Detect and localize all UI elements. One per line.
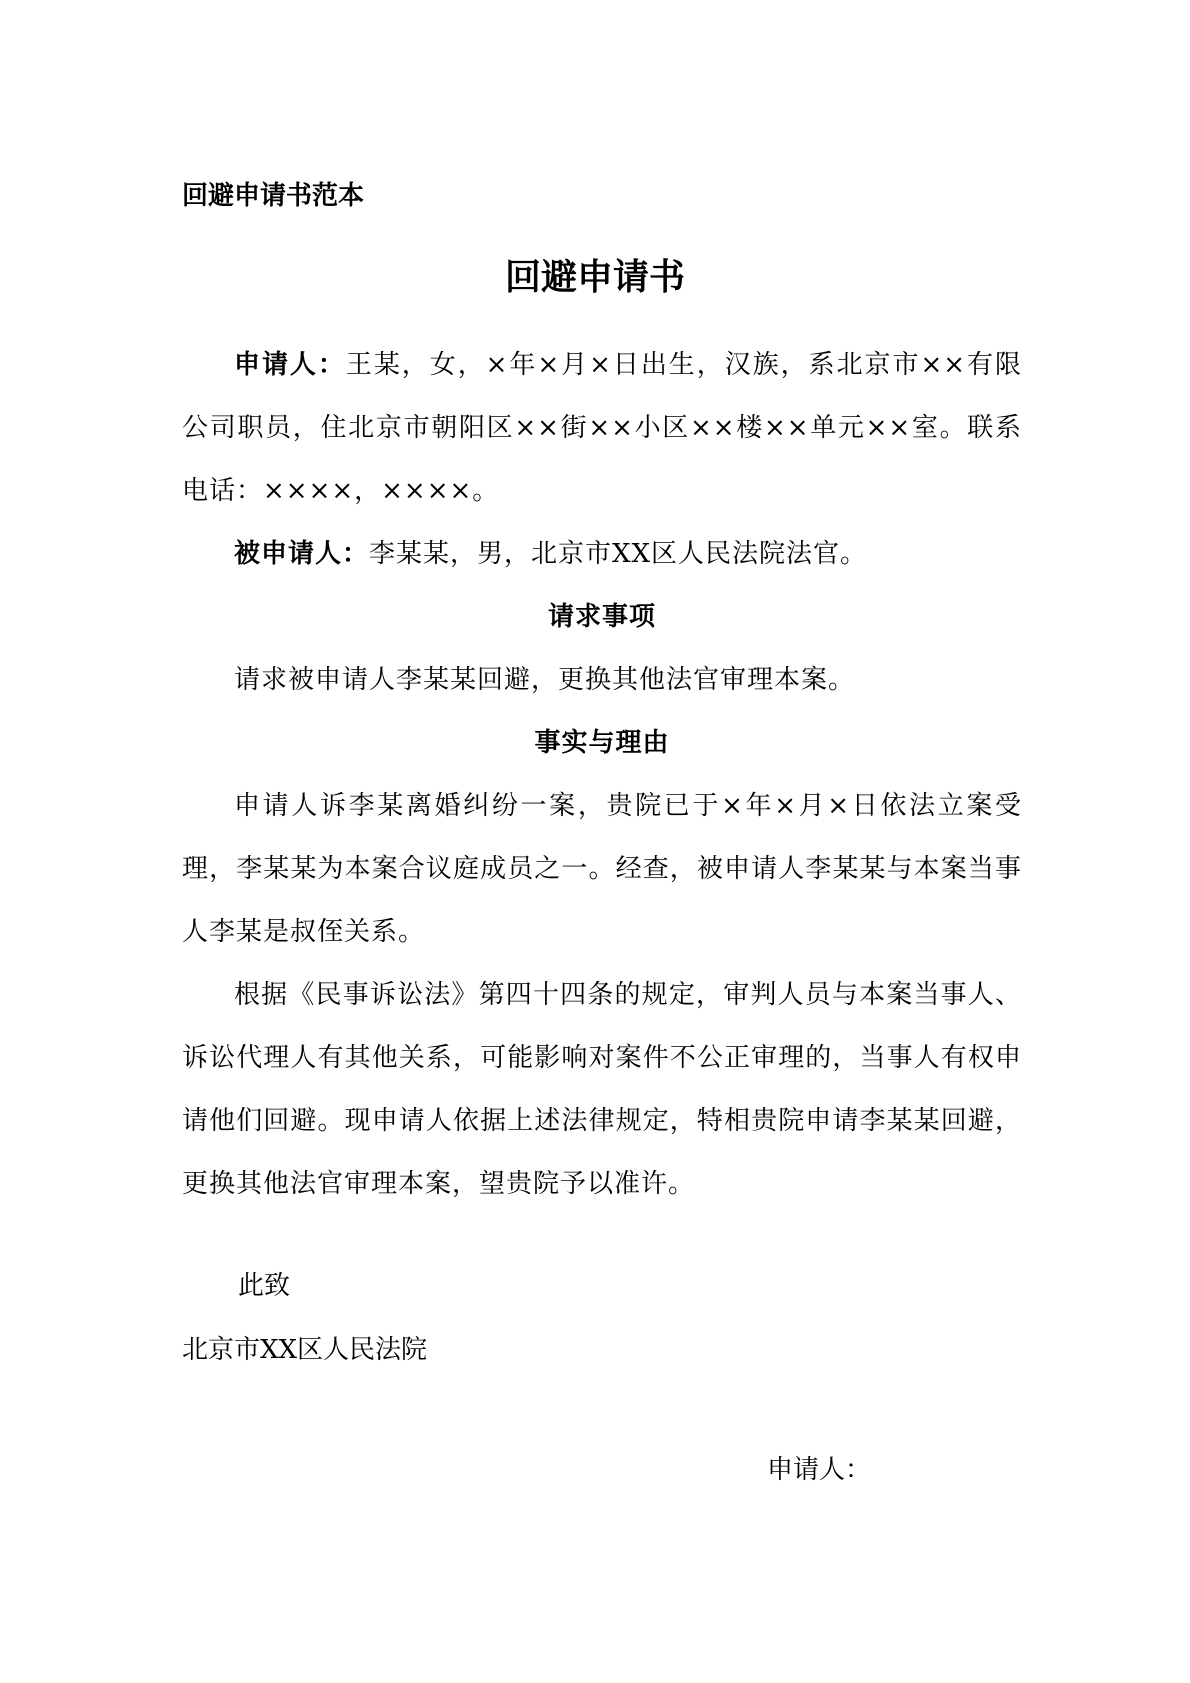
respondent-label: 被申请人： [234, 539, 370, 569]
document-body [182, 334, 1022, 1216]
document-title: 回避申请书 [504, 256, 685, 298]
applicant-paragraph [182, 334, 1022, 523]
closing-greeting: 此致 [238, 1271, 291, 1301]
closing-recipient: 北京市XX区人民法院 [182, 1335, 428, 1365]
request-paragraph: 请求被申请人李某某回避，更换其他法官审理本案。 [234, 665, 856, 695]
respondent-text: 李某某，男，北京市XX区人民法院法官。 [369, 539, 868, 569]
applicant-label: 申请人： [234, 350, 346, 380]
request-heading: 请求事项 [547, 602, 656, 632]
facts-paragraph-2: 根据《民事诉讼法》第四十四条的规定，审判人员与本案当事人、诉讼代理人有其他关系，可能影响对案件不公正审理的，当事人有权申请他们回避。现申请人依据上述法律规定，特相贵院申请李某某回避，更换其他法官审理本案，望贵院予以准许。 [182, 980, 1022, 1199]
facts-heading: 事实与理由 [534, 728, 670, 758]
signature-label: 申请人： [767, 1455, 872, 1485]
applicant-text: 王某，女，×年×月×日出生，汉族，系北京市××有限公司职员，住北京市朝阳区××街××小区××楼××单元××室。联系电话：××××，××××。 [182, 350, 1022, 506]
facts-paragraph-1: 申请人诉李某离婚纠纷一案，贵院已于×年×月×日依法立案受理，李某某为本案合议庭成员之一。经查，被申请人李某某与本案当事人李某是叔侄关系。 [182, 791, 1022, 947]
document-label: 回避申请书范本 [182, 181, 365, 211]
respondent-paragraph [182, 523, 1022, 586]
